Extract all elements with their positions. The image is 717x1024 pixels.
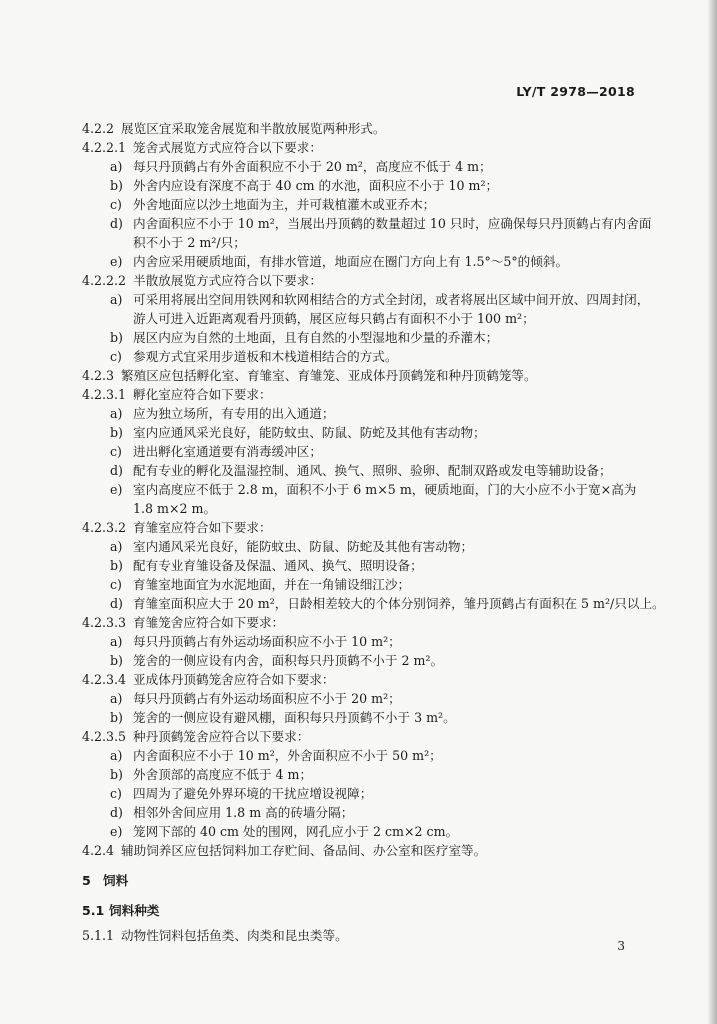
clause-text: 内舍应采用硬质地面，有排水管道，地面应在圈门方向上有 1.5°～5°的倾斜。 <box>133 254 569 269</box>
clause-text: 每只丹顶鹤占有外运动场面积应不小于 20 m²； <box>133 691 401 706</box>
clause-text: 外舍地面应以沙土地面为主，并可栽植灌木或亚乔木； <box>133 197 436 212</box>
clause-text: 动物性饲料包括鱼类、肉类和昆虫类等。 <box>121 928 348 943</box>
clause-text: 室内通风采光良好，能防蚊虫、防鼠、防蛇及其他有害动物； <box>133 539 474 554</box>
clause-number: d) <box>110 805 123 820</box>
clause-text: 育雏室地面宜为水泥地面，并在一角铺设细江沙； <box>133 577 411 592</box>
clause-number: a) <box>110 748 123 763</box>
clause-text: 外舍内应设有深度不高于 40 cm 的水池，面积应不小于 10 m²； <box>133 178 499 193</box>
clause-number: b) <box>110 425 123 440</box>
clause-text: 展览区宜采取笼舍展览和半散放展览两种形式。 <box>121 121 386 136</box>
clause-text: 应为独立场所，有专用的出入通道； <box>133 406 335 421</box>
clause-text: 进出孵化室通道要有消毒缓冲区； <box>133 444 322 459</box>
clause-number: a) <box>110 159 123 174</box>
clause-text: 育雏笼舍应符合如下要求： <box>133 615 285 630</box>
clause-text: 积不小于 2 m²/只； <box>133 235 246 250</box>
clause-text: 饲料种类 <box>109 903 160 918</box>
clause-text: 孵化室应符合如下要求： <box>133 387 272 402</box>
clause-text: 种丹顶鹤笼舍应符合以下要求： <box>133 729 310 744</box>
clause-number: c) <box>110 197 122 212</box>
clause-text: 每只丹顶鹤占有外舍面积应不小于 20 m²，高度应不低于 4 m； <box>133 159 492 174</box>
scan-edge-shadow <box>707 0 717 1024</box>
clause-text: 游人可进入近距离观看丹顶鹤，展区应每只鹤占有面积不小于 100 m²； <box>133 311 535 326</box>
clause-text: 育雏室面积应大于 20 m²，日龄相差较大的个体分别饲养，雏丹顶鹤占有面积在 5 m²/只以上。 <box>133 596 665 611</box>
standard-code: LY/T 2978—2018 <box>516 84 635 99</box>
clause-text: 1.8 m×2 m。 <box>133 501 217 516</box>
clause-number: 4.2.3.5 <box>82 729 127 744</box>
clause-text: 笼网下部的 40 cm 处的围网，网孔应小于 2 cm×2 cm。 <box>133 824 459 839</box>
clause-text: 亚成体丹顶鹤笼舍应符合如下要求： <box>133 672 335 687</box>
clause-text: 笼舍式展览方式应符合以下要求： <box>133 140 322 155</box>
clause-number: d) <box>110 216 123 231</box>
clause-text: 可采用将展出空间用铁网和软网相结合的方式全封闭，或者将展出区域中间开放、四周封闭， <box>133 292 650 307</box>
clause-text: 繁殖区应包括孵化室、育雏室、育雏笼、亚成体丹顶鹤笼和种丹顶鹤笼等。 <box>121 368 537 383</box>
clause-number: b) <box>110 178 123 193</box>
clause-number: 4.2.3.2 <box>82 520 127 535</box>
clause-number: b) <box>110 330 123 345</box>
clause-text: 相邻外舍间应用 1.8 m 高的砖墙分隔； <box>133 805 354 820</box>
clause-number: c) <box>110 349 122 364</box>
clause-text: 每只丹顶鹤占有外运动场面积应不小于 10 m²； <box>133 634 401 649</box>
clause-number: e) <box>110 824 123 839</box>
clause-number: b) <box>110 710 123 725</box>
clause-text: 室内应通风采光良好，能防蚊虫、防鼠、防蛇及其他有害动物； <box>133 425 486 440</box>
clause-number: a) <box>110 539 123 554</box>
clause-text: 辅助饲养区应包括饲料加工存贮间、备品间、办公室和医疗室等。 <box>121 843 487 858</box>
clause-number: 5.1.1 <box>82 928 115 943</box>
clause-number: 4.2.4 <box>82 843 115 858</box>
clause-text: 饲料 <box>103 873 129 888</box>
clause-text: 半散放展览方式应符合以下要求： <box>133 273 322 288</box>
clause-text: 配有专业育雏设备及保温、通风、换气、照明设备； <box>133 558 423 573</box>
clause-number: b) <box>110 653 123 668</box>
clause-number: d) <box>110 596 123 611</box>
clause-number: c) <box>110 786 122 801</box>
clause-text: 笼舍的一侧应设有内舍，面积每只丹顶鹤不小于 2 m²。 <box>133 653 444 668</box>
page-number: 3 <box>617 939 625 953</box>
clause-number: e) <box>110 254 123 269</box>
clause-number: a) <box>110 292 123 307</box>
clause-number: 4.2.3.4 <box>82 672 127 687</box>
clause-number: d) <box>110 463 123 478</box>
clause-number: 4.2.3.1 <box>82 387 127 402</box>
clause-number: 5 <box>82 873 91 888</box>
clause-text: 外舍顶部的高度应不低于 4 m； <box>133 767 313 782</box>
clause-text: 育雏室应符合如下要求： <box>133 520 272 535</box>
clause-text: 内舍面积应不小于 10 m²，当展出丹顶鹤的数量超过 10 只时，应确保每只丹顶鹤占有内舍面 <box>133 216 652 231</box>
clause-number: a) <box>110 634 123 649</box>
clause-text: 配有专业的孵化及温湿控制、通风、换气、照卵、验卵、配制双路或发电等辅助设备； <box>133 463 612 478</box>
clause-number: a) <box>110 691 123 706</box>
clause-number: 4.2.2.1 <box>82 140 127 155</box>
clause-number: b) <box>110 558 123 573</box>
clause-number: b) <box>110 767 123 782</box>
clause-number: c) <box>110 577 122 592</box>
clause-number: 4.2.2 <box>82 121 115 136</box>
clause-number: c) <box>110 444 122 459</box>
clause-number: 4.2.3.3 <box>82 615 127 630</box>
clause-number: 4.2.2.2 <box>82 273 127 288</box>
clause-number: 5.1 <box>82 903 105 918</box>
clause-number: 4.2.3 <box>82 368 115 383</box>
clause-text: 室内高度应不低于 2.8 m，面积不小于 6 m×5 m，硬质地面，门的大小应不小于宽×高为 <box>133 482 637 497</box>
clause-text: 展区内应为自然的土地面，且有自然的小型湿地和少量的乔灌木； <box>133 330 499 345</box>
clause-number: e) <box>110 482 123 497</box>
clause-text: 参观方式宜采用步道板和木栈道相结合的方式。 <box>133 349 398 364</box>
clause-text: 内舍面积应不小于 10 m²，外舍面积应不小于 50 m²； <box>133 748 442 763</box>
clause-text: 四周为了避免外界环境的干扰应增设视障； <box>133 786 373 801</box>
clause-number: a) <box>110 406 123 421</box>
clause-text: 笼舍的一侧应设有避风棚，面积每只丹顶鹤不小于 3 m²。 <box>133 710 456 725</box>
